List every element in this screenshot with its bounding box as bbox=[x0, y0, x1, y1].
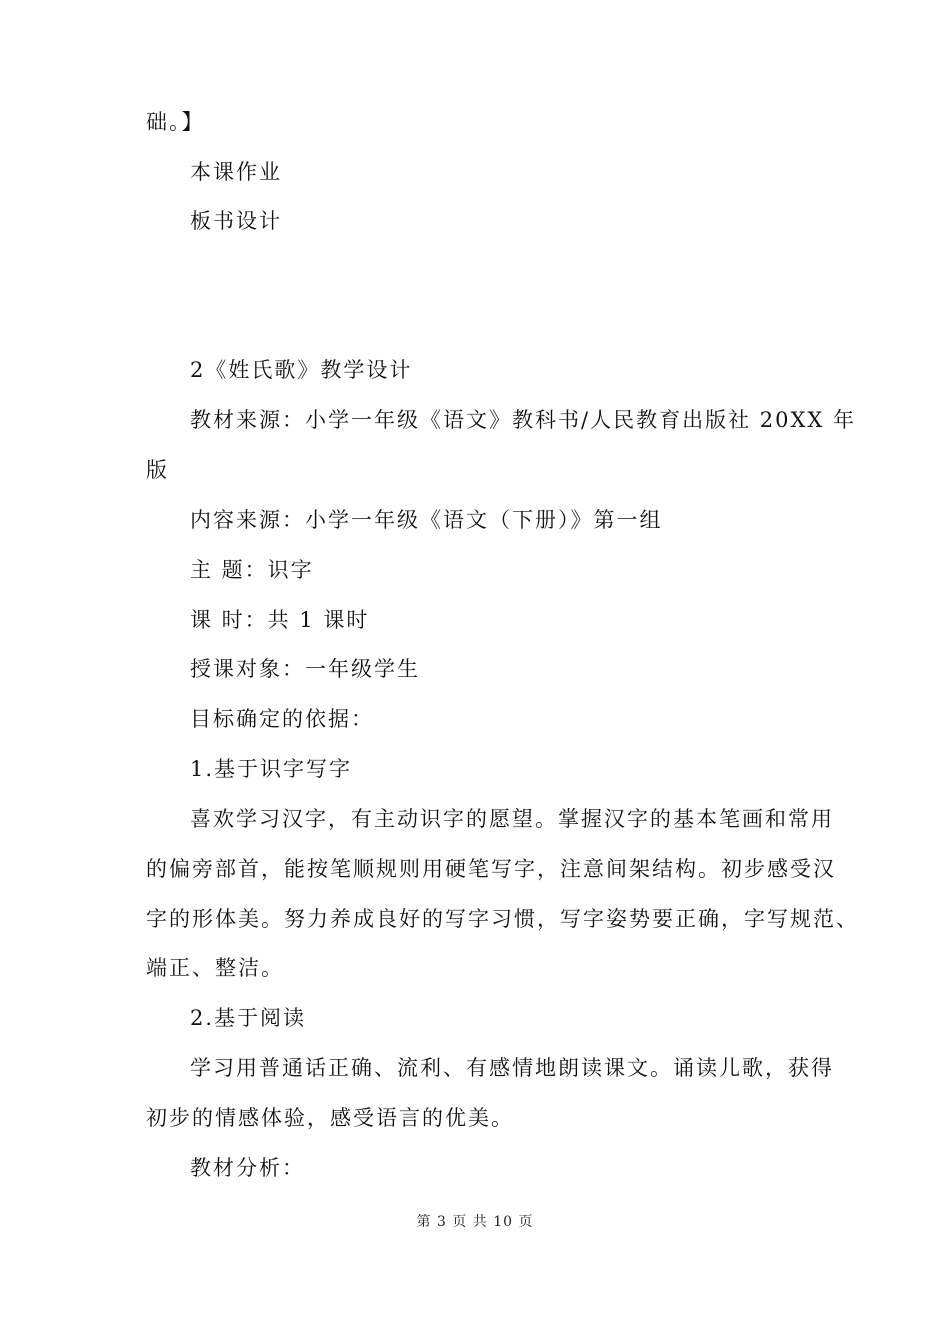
text-line: 课 时：共 1 课时 bbox=[190, 608, 370, 632]
text-line: 板书设计 bbox=[190, 209, 282, 233]
text-line: 主 题：识字 bbox=[190, 558, 314, 582]
text-line: 学习用普通话正确、流利、有感情地朗读课文。诵读儿歌，获得 bbox=[190, 1056, 834, 1080]
text-line: 版 bbox=[146, 458, 169, 482]
text-line: 本课作业 bbox=[190, 160, 282, 184]
page-footer: 第 3 页 共 10 页 bbox=[416, 1214, 534, 1230]
text-line: 教材分析： bbox=[190, 1156, 305, 1180]
text-line: 目标确定的依据： bbox=[190, 707, 374, 731]
text-line: 教材来源：小学一年级《语文》教科书/人民教育出版社 20XX 年 bbox=[190, 408, 857, 432]
text-line: 字的形体美。努力养成良好的写字习惯，写字姿势要正确，字写规范、 bbox=[146, 907, 859, 931]
text-line: 初步的情感体验，感受语言的优美。 bbox=[146, 1106, 514, 1130]
text-line: 喜欢学习汉字，有主动识字的愿望。掌握汉字的基本笔画和常用 bbox=[190, 807, 834, 831]
text-line: 授课对象：一年级学生 bbox=[190, 657, 420, 681]
text-line: 2.基于阅读 bbox=[190, 1006, 307, 1030]
text-line: 内容来源：小学一年级《语文（下册）》第一组 bbox=[190, 508, 663, 532]
text-line: 的偏旁部首，能按笔顺规则用硬笔写字，注意间架结构。初步感受汉 bbox=[146, 857, 836, 881]
text-line: 础。】 bbox=[146, 110, 205, 134]
text-line: 端正、整洁。 bbox=[146, 956, 284, 980]
section-title: 2《姓氏歌》教学设计 bbox=[190, 358, 413, 382]
text-line: 1.基于识字写字 bbox=[190, 757, 353, 781]
